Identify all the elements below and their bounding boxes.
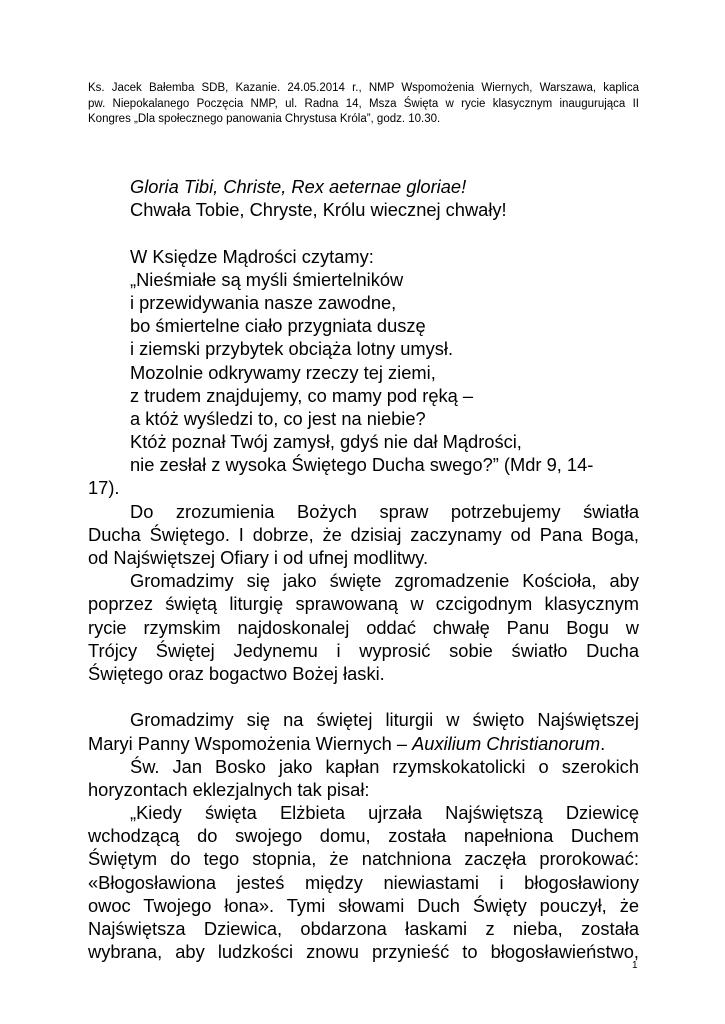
document-header [88,81,639,128]
paragraph-line [88,732,639,755]
paragraph-line: horyzontach eklezjalnych tak pisał: [88,778,370,800]
wisdom-line: a któż wyśledzi to, co jest na niebie? [130,407,426,429]
paragraph-line: Ducha Świętego. I dobrze, że dzisiaj zaczynamy od Pana Boga, [88,523,639,545]
wisdom-line: nie zesłał z wysoka Świętego Ducha swego?” (Mdr 9, 14- [130,454,594,476]
quote-line: owoc Twojego łona». Tymi słowami Duch Święty pouczył, że [88,894,639,916]
paragraph-line: Gromadzimy się jako święte zgromadzenie Kościoła, aby [130,570,639,592]
wisdom-line: 17). [88,477,120,499]
paragraph-line: Gromadzimy się na świętej liturgii w święto Najświętszej [130,709,639,731]
quote-line: «Błogosławiona jesteś między niewiastami i błogosławiony [88,871,639,893]
header-line: Ks. Jacek Bałemba SDB, Kazanie. 24.05.2014 r., NMP Wspomożenia Wiernych, Warszawa, kaplica [88,82,639,94]
wisdom-line: Mozolnie odkrywamy rzeczy tej ziemi, [130,361,436,383]
gloria-latin: Gloria Tibi, Christe, Rex aeternae gloriae! [130,176,467,197]
wisdom-line: Któż poznał Twój zamysł, gdyś nie dał Mądrości, [130,431,522,453]
paragraph-line: Świętego oraz bogactwo Bożej łaski. [88,662,385,684]
wisdom-line: „Nieśmiałe są myśli śmiertelników [130,268,404,290]
wisdom-line: bo śmiertelne ciało przygniata duszę [130,315,426,337]
feast-latin-title: Auxilium Christianorum [412,732,601,754]
paragraph-line: Trójcy Świętej Jedynemu i wyprosić sobie światło Ducha [88,639,639,661]
wisdom-line: z trudem znajdujemy, co mamy pod ręką – [130,384,474,406]
wisdom-line: i przewidywania nasze zawodne, [130,291,397,313]
period: . [600,732,606,754]
gloria-polish: Chwała Tobie, Chryste, Królu wiecznej chwały! [130,199,507,221]
sermon-body [88,175,639,963]
quote-line: wybrana, aby ludzkości znowu przynieść to błogosławieństwo, [88,941,639,963]
paragraph-line: Do zrozumienia Bożych spraw potrzebujemy światła [130,500,639,522]
quote-line: „Kiedy święta Elżbieta ujrzała Najświętszą Dziewicę [130,802,639,824]
paragraph-line: poprzez świętą liturgię sprawowaną w czcigodnym klasycznym [88,593,639,615]
wisdom-intro: W Księdze Mądrości czytamy: [130,245,374,267]
paragraph-line: od Najświętszej Ofiary i od ufnej modlitwy. [88,547,429,568]
page-number: 1 [632,960,638,971]
blank-line [88,221,639,244]
quote-line: wchodzącą do swojego domu, została napełniona Duchem [88,825,639,847]
blank-line [88,685,639,708]
header-line: Kongres „Dla społecznego panowania Chrystusa Króla”, godz. 10.30. [88,113,441,125]
paragraph-line: rycie rzymskim najdoskonalej oddać chwałę Panu Bogu w [88,616,639,638]
wisdom-line: i ziemski przybytek obciąża lotny umysł. [130,338,454,360]
header-line: pw. Niepokalanego Poczęcia NMP, ul. Radna 14, Msza Święta w rycie klasycznym inaugurująca II [88,97,639,110]
quote-line: Najświętsza Dziewica, obdarzona łaskami z nieba, została [88,918,639,939]
paragraph-line: Św. Jan Bosko jako kapłan rzymskokatolicki o szerokich [130,755,639,777]
quote-line: Świętym do tego stopnia, że natchniona zaczęła prorokować: [88,848,639,870]
feast-name: Maryi Panny Wspomożenia Wiernych – [88,732,413,754]
